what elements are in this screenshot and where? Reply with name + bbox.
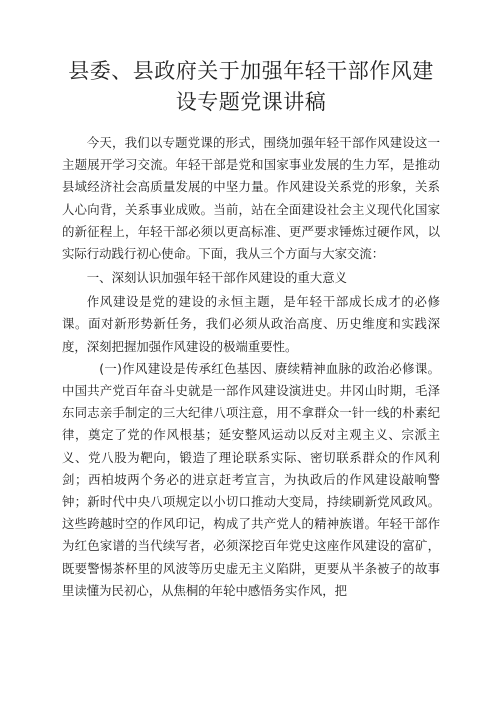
intro-paragraph: 今天，我们以专题党课的形式，围绕加强年轻干部作风建设这一主题展开学习交流。年轻干部是党和国家事业发展的生力军，是推动县域经济社会高质量发展的中坚力量。作风建设关系党的形象，关系人心向背，关系事业成败。当前，站在全面建设社会主义现代化国家的新征程上，年轻干部必须以更高标准、更严要求锤炼过硬作风，以实际行动践行初心使命。下面，我从三个方面与大家交流：: [62, 135, 440, 262]
document-body: [62, 132, 440, 602]
section-heading-1: 一、深刻认识加强年轻干部作风建设的重大意义: [86, 270, 347, 286]
document-title: [62, 56, 440, 118]
title-line-2: 设专题党课讲稿: [175, 90, 327, 114]
title-line-1: 县委、县政府关于加强年轻干部作风建: [68, 59, 434, 83]
section-1-paragraph: 作风建设是党的建设的永恒主题，是年轻干部成长成才的必修课。面对新形势新任务，我们必须从政治高度、历史维度和实践深度，深刻把握加强作风建设的极端重要性。: [62, 294, 440, 354]
subsection-1-paragraph: (一)作风建设是传承红色基因、赓续精神血脉的政治必修课。中国共产党百年奋斗史就是一部作风建设演进史。井冈山时期，毛泽东同志亲手制定的三大纪律八项注意，用不拿群众一针一线的朴素纪律，奠定了党的作风根基；延安整风运动以反对主观主义、宗派主义、党八股为靶向，锻造了理论联系实际、密切联系群众的作风利剑；西柏坡两个务必的进京赶考宣言，为执政后的作风建设敲响警钟；新时代中央八项规定以小切口推动大变局，持续刷新党风政风。这些跨越时空的作风印记，构成了共产党人的精神族谱。年轻干部作为红色家谱的当代续写者，必须深挖百年党史这座作风建设的富矿，既要警惕茶杯里的风波等历史虚无主义陷阱，更要从半条被子的故事里读懂为民初心，从焦桐的年轮中感悟务实作风，把: [62, 360, 440, 598]
